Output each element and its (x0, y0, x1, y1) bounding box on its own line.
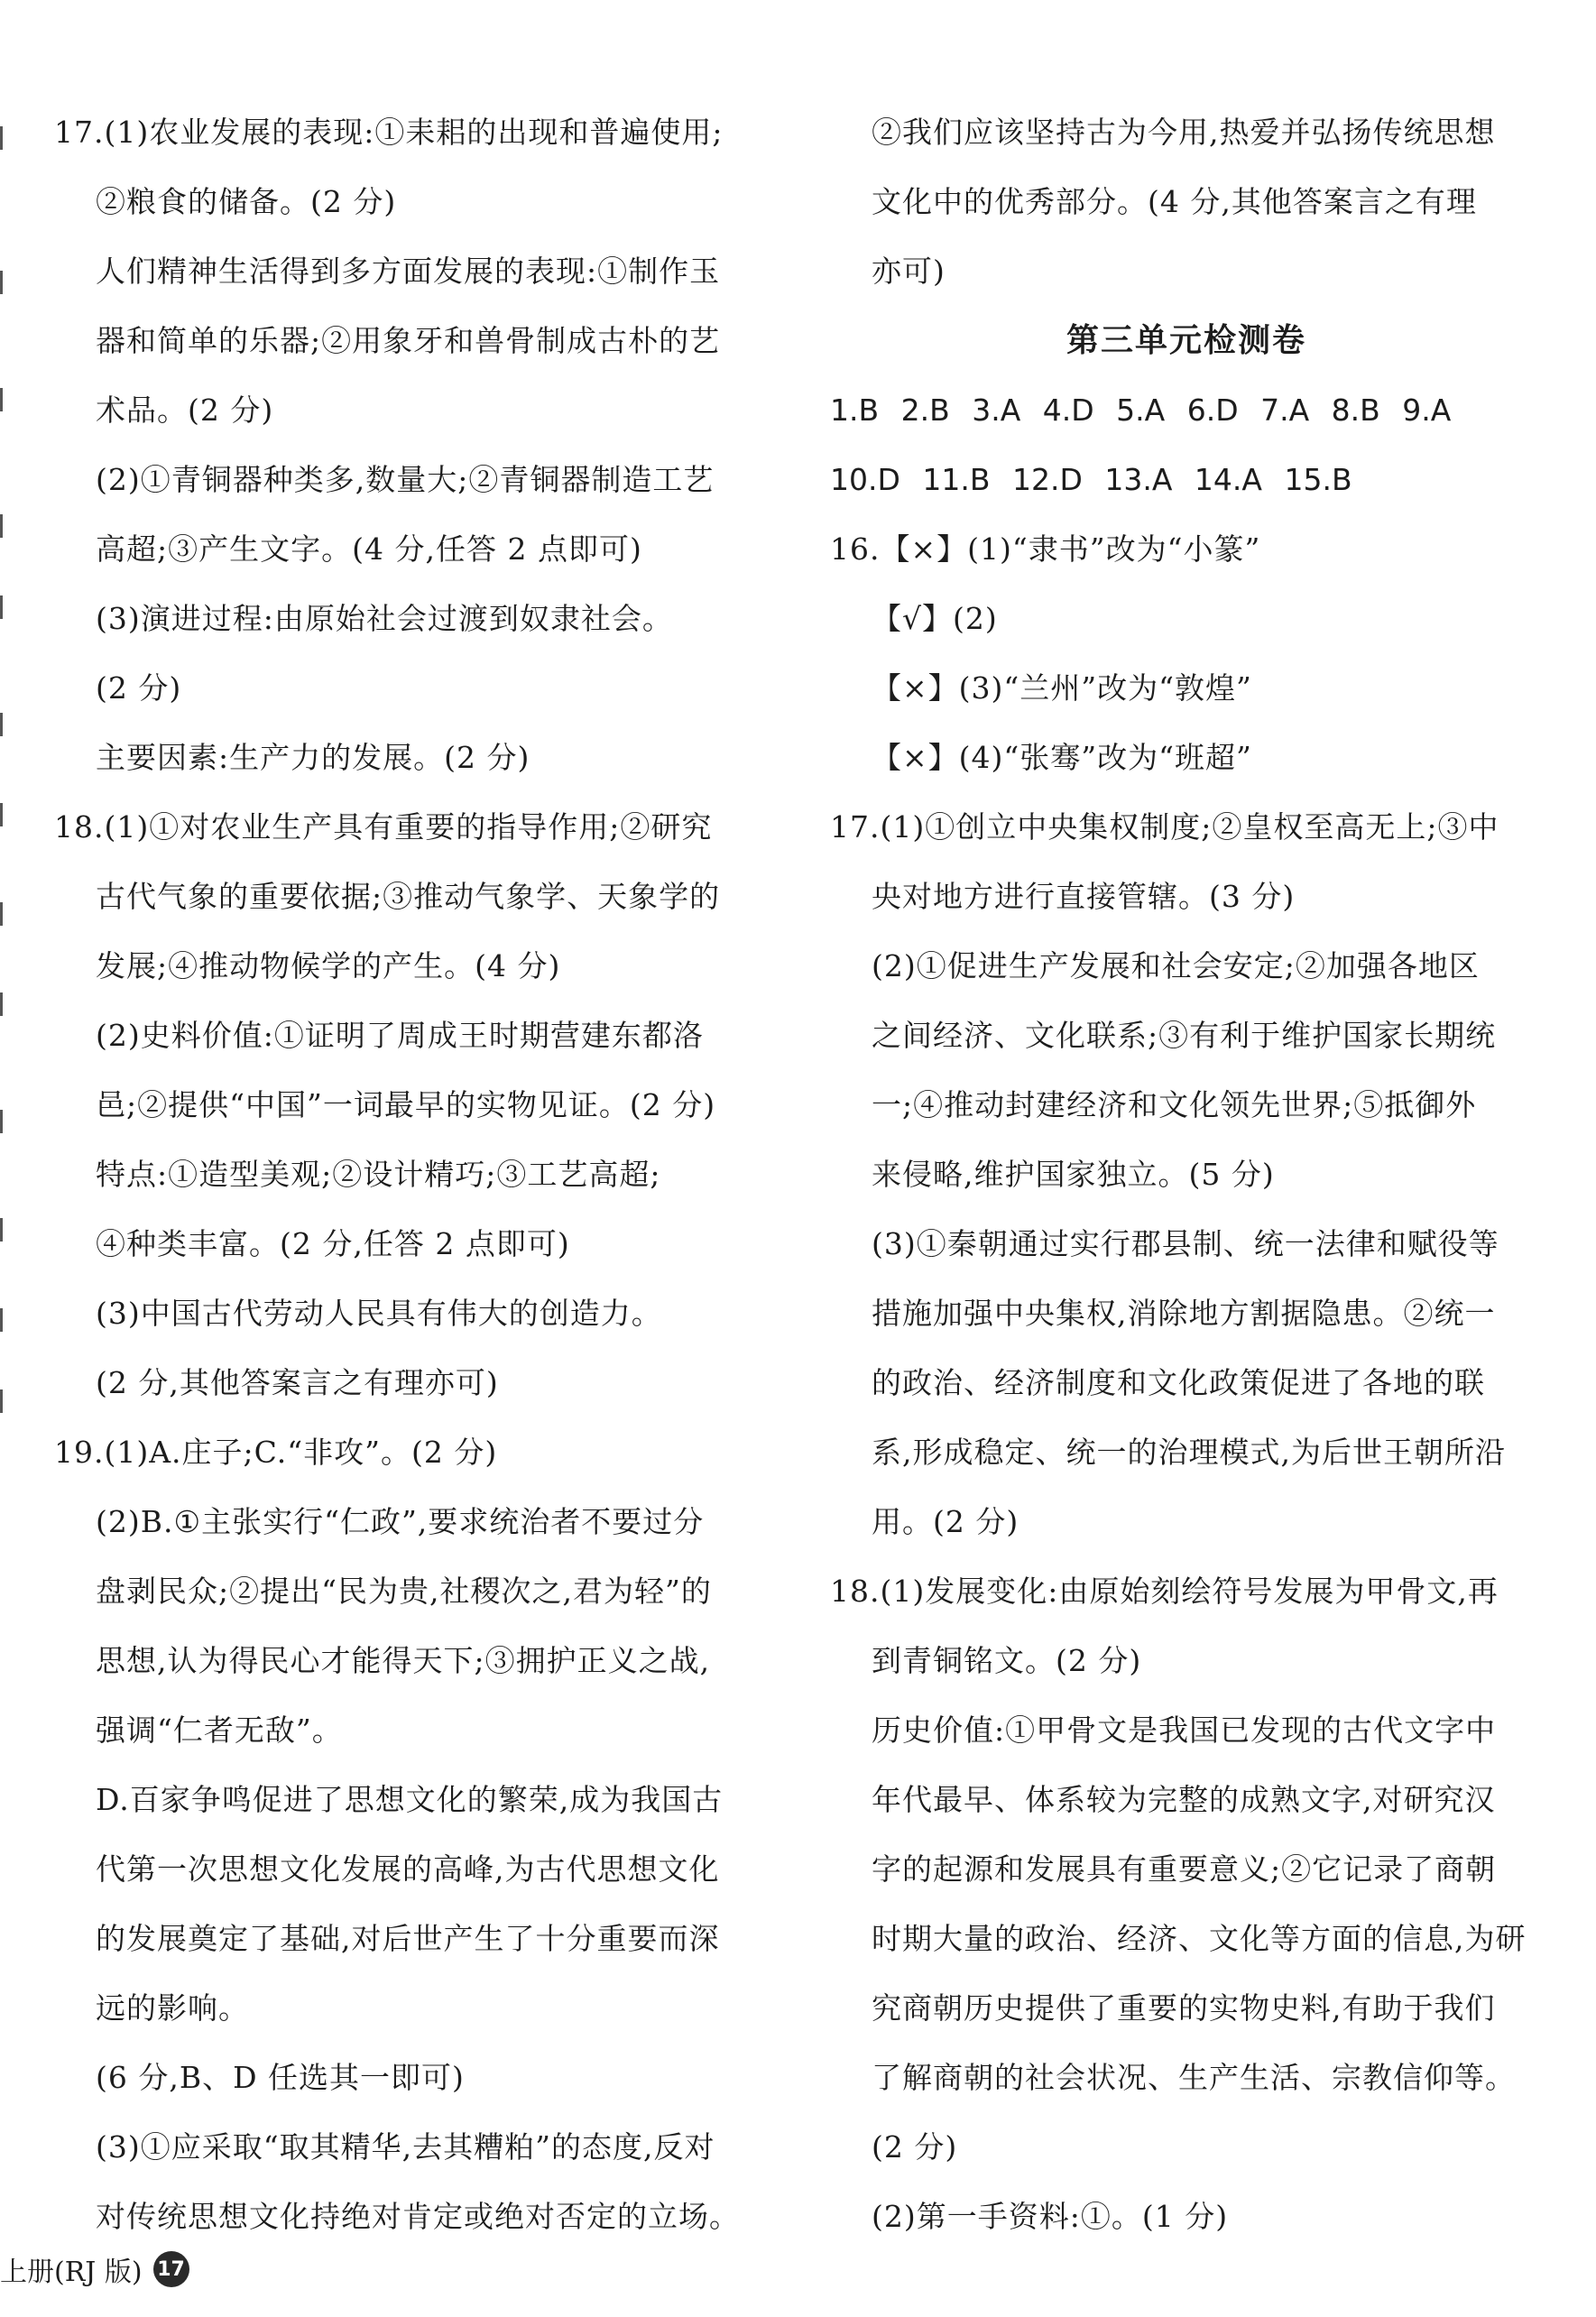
edge-mark (0, 514, 14, 538)
answer-line: 17.(1)农业发展的表现:①耒耜的出现和普遍使用; (54, 115, 724, 150)
answer-line: 18.(1)①对农业生产具有重要的指导作用;②研究 (54, 809, 713, 845)
page-footer (0, 2247, 189, 2292)
answer-line: 特点:①造型美观;②设计精巧;③工艺高超; (96, 1157, 661, 1192)
answer-line: 思想,认为得民心才能得天下;③拥护正义之战, (96, 1643, 711, 1678)
answer-line: 对传统思想文化持绝对肯定或绝对否定的立场。 (96, 2199, 740, 2234)
answer-line: 术品。(2 分) (96, 392, 274, 428)
mcq-answer-row: 10.D 11.B 12.D 13.A 14.A 15.B (830, 462, 1352, 497)
answer-line: 16.【×】(1)“隶书”改为“小篆” (830, 531, 1261, 567)
answer-line: 历史价值:①甲骨文是我国已发现的古代文字中 (872, 1712, 1497, 1748)
answer-line: (2)①青铜器种类多,数量大;②青铜器制造工艺 (96, 462, 715, 497)
answer-line: ②我们应该坚持古为今用,热爱并弘扬传统思想 (872, 115, 1496, 150)
edge-mark (0, 271, 14, 294)
answer-line: 用。(2 分) (872, 1504, 1019, 1539)
edge-mark (0, 803, 14, 826)
edge-mark (0, 1308, 14, 1332)
answer-line: 18.(1)发展变化:由原始刻绘符号发展为甲骨文,再 (830, 1574, 1499, 1609)
answer-line: (2)①促进生产发展和社会安定;②加强各地区 (872, 948, 1480, 983)
answer-line: 时期大量的政治、经济、文化等方面的信息,为研 (872, 1921, 1527, 1956)
answer-line: 强调“仁者无敌”。 (96, 1712, 343, 1748)
edge-mark (0, 902, 14, 926)
answer-line: 亦可) (872, 254, 946, 289)
answer-line: 的政治、经济制度和文化政策促进了各地的联 (872, 1365, 1485, 1400)
answer-line: 到青铜铭文。(2 分) (872, 1643, 1142, 1678)
answer-line: (3)①秦朝通过实行郡县制、统一法律和赋役等 (872, 1226, 1499, 1261)
answer-line: D.百家争鸣促进了思想文化的繁荣,成为我国古 (96, 1782, 724, 1817)
section-title: 第三单元检测卷 (1066, 322, 1306, 359)
page-number-badge: 17 (153, 2251, 189, 2287)
answer-line: 措施加强中央集权,消除地方割据隐患。②统一 (872, 1296, 1496, 1331)
edge-mark (0, 992, 14, 1016)
edge-mark (0, 126, 14, 150)
answer-line: 字的起源和发展具有重要意义;②它记录了商朝 (872, 1851, 1497, 1887)
answer-line: 19.(1)A.庄子;C.“非攻”。(2 分) (54, 1435, 498, 1470)
answer-line: 17.(1)①创立中央集权制度;②皇权至高无上;③中 (830, 809, 1499, 845)
answer-line: 系,形成稳定、统一的治理模式,为后世王朝所沿 (872, 1435, 1506, 1470)
book-label: 上册(RJ 版) (0, 2257, 143, 2288)
edge-mark (0, 1218, 14, 1242)
answer-line: 的发展奠定了基础,对后世产生了十分重要而深 (96, 1921, 720, 1956)
answer-line: (3)中国古代劳动人民具有伟大的创造力。 (96, 1296, 662, 1331)
binding-edge-marks (0, 90, 13, 1444)
answer-line: 人们精神生活得到多方面发展的表现:①制作玉 (96, 254, 721, 289)
answer-line: (2 分,其他答案言之有理亦可) (96, 1365, 499, 1400)
answer-line: (2)第一手资料:①。(1 分) (872, 2199, 1229, 2234)
answer-line: 器和简单的乐器;②用象牙和兽骨制成古朴的艺 (96, 323, 721, 358)
answer-line: 【×】(4)“张骞”改为“班超” (872, 740, 1252, 775)
answer-line: (3)①应采取“取其精华,去其糟粕”的态度,反对 (96, 2129, 715, 2165)
answer-line: 主要因素:生产力的发展。(2 分) (96, 740, 530, 775)
answer-line: 了解商朝的社会状况、生产生活、宗教信仰等。 (872, 2060, 1516, 2095)
edge-mark (0, 713, 14, 736)
answer-line: 之间经济、文化联系;③有利于维护国家长期统 (872, 1018, 1497, 1053)
edge-mark (0, 1389, 14, 1413)
right-column-continuation (830, 97, 1543, 306)
answer-line: 央对地方进行直接管辖。(3 分) (872, 879, 1296, 914)
right-column-answers (830, 514, 1543, 2251)
answer-line: ④种类丰富。(2 分,任答 2 点即可) (96, 1226, 570, 1261)
answer-line: 【×】(3)“兰州”改为“敦煌” (872, 670, 1252, 706)
answer-line: (2 分) (96, 670, 182, 706)
edge-mark (0, 1110, 14, 1133)
answer-line: 邑;②提供“中国”一词最早的实物见证。(2 分) (96, 1087, 716, 1122)
answer-line: (2)B.①主张实行“仁政”,要求统治者不要过分 (96, 1504, 705, 1539)
left-column (54, 97, 767, 2251)
answer-line: 高超;③产生文字。(4 分,任答 2 点即可) (96, 531, 642, 567)
answer-line: 发展;④推动物候学的产生。(4 分) (96, 948, 561, 983)
mcq-answer-row: 1.B 2.B 3.A 4.D 5.A 6.D 7.A 8.B 9.A (830, 392, 1452, 428)
answer-line: 一;④推动封建经济和文化领先世界;⑤抵御外 (872, 1087, 1477, 1122)
answer-line: (3)演进过程:由原始社会过渡到奴隶社会。 (96, 601, 673, 636)
answer-line: (2 分) (872, 2129, 958, 2165)
answer-line: 来侵略,维护国家独立。(5 分) (872, 1157, 1275, 1192)
answer-line: ②粮食的储备。(2 分) (96, 184, 397, 219)
edge-mark (0, 595, 14, 619)
answer-line: 年代最早、体系较为完整的成熟文字,对研究汉 (872, 1782, 1496, 1817)
answer-line: 盘剥民众;②提出“民为贵,社稷次之,君为轻”的 (96, 1574, 712, 1609)
answer-line: 远的影响。 (96, 1990, 249, 2026)
multiple-choice-answers (830, 375, 1543, 514)
answer-line: 【√】(2) (872, 601, 998, 636)
answer-line: (6 分,B、D 任选其一即可) (96, 2060, 465, 2095)
answer-line: 文化中的优秀部分。(4 分,其他答案言之有理 (872, 184, 1477, 219)
answer-line: 古代气象的重要依据;③推动气象学、天象学的 (96, 879, 721, 914)
answer-line: 代第一次思想文化发展的高峰,为古代思想文化 (96, 1851, 720, 1887)
answer-line: (2)史料价值:①证明了周成王时期营建东都洛 (96, 1018, 704, 1053)
edge-mark (0, 388, 14, 411)
answer-line: 究商朝历史提供了重要的实物史料,有助于我们 (872, 1990, 1496, 2026)
right-column (830, 97, 1543, 2251)
